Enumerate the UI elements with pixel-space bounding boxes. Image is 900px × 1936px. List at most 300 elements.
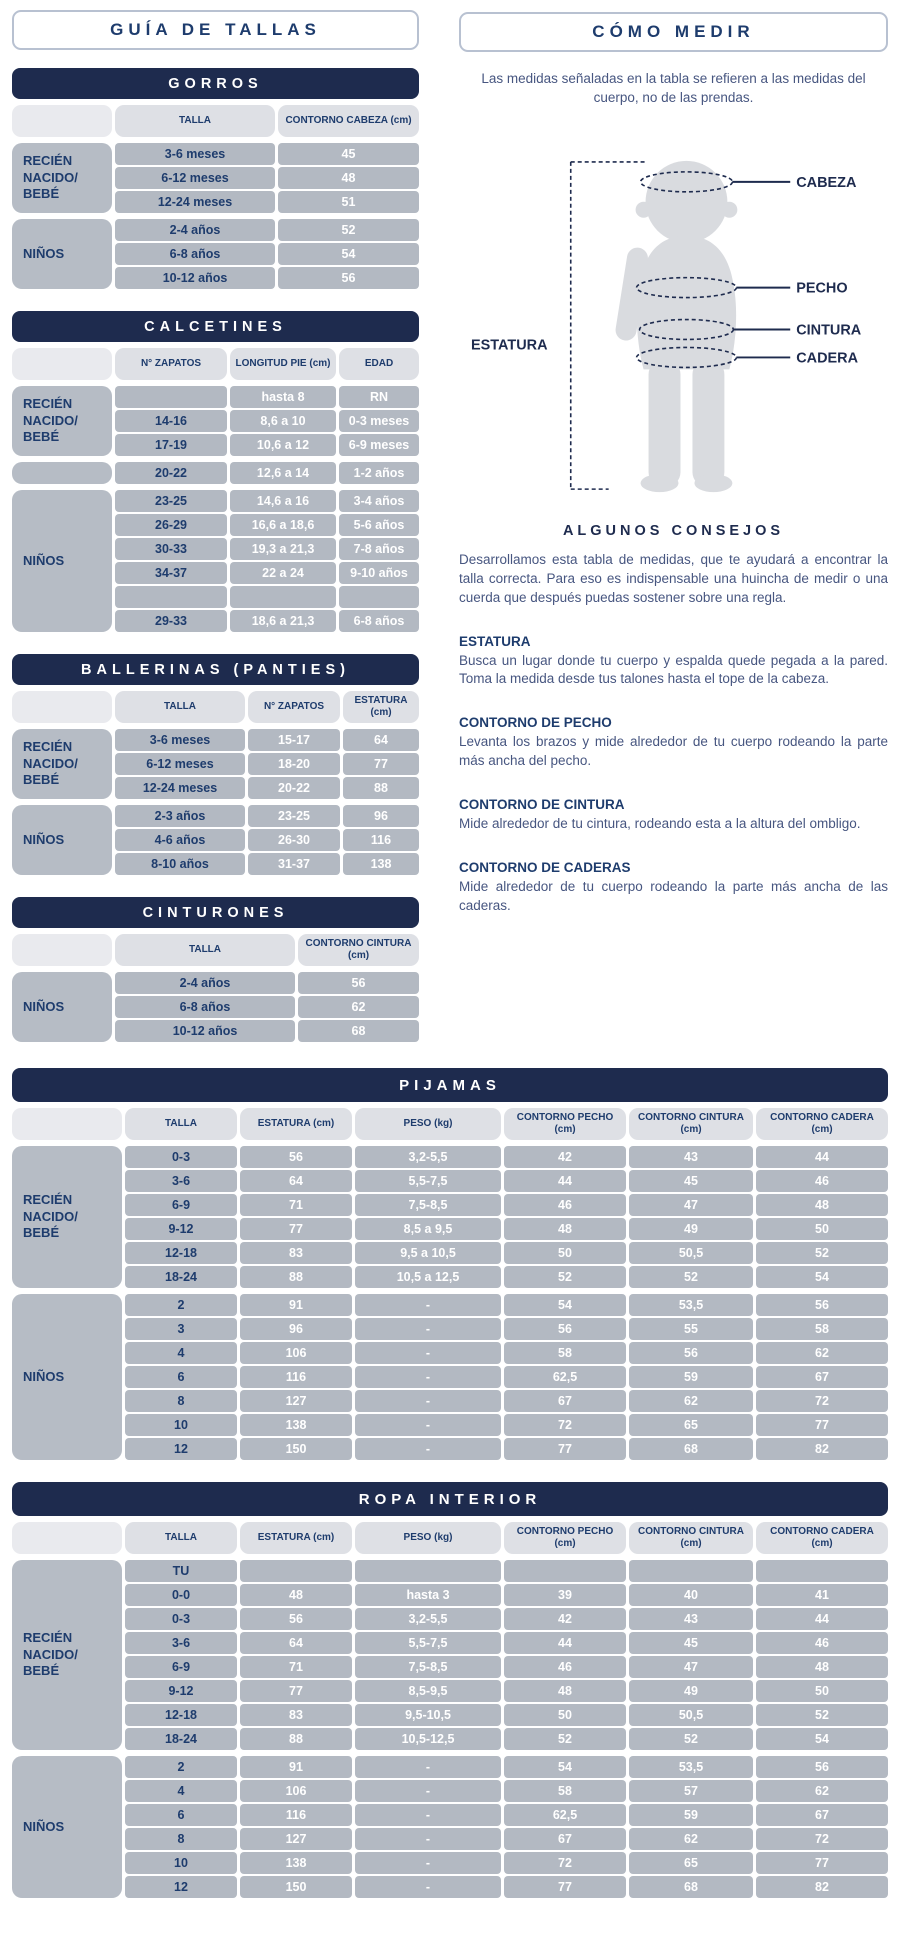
- table-cell: 8-10 años: [115, 853, 245, 875]
- table-cell: 5-6 años: [339, 514, 419, 536]
- table-cell: 96: [240, 1318, 352, 1340]
- tip-estatura: [459, 634, 888, 690]
- table-cell: 23-25: [115, 490, 227, 512]
- table-cell: 50: [504, 1242, 626, 1264]
- calcetines-section: [12, 311, 419, 632]
- table-cell: 77: [504, 1438, 626, 1460]
- table-cell: 3: [125, 1318, 237, 1340]
- table-cell: 9-12: [125, 1680, 237, 1702]
- table-cell: 77: [240, 1218, 352, 1240]
- table-cell: 12-24 meses: [115, 777, 245, 799]
- table-cell: 34-37: [115, 562, 227, 584]
- table-cell: 2-3 años: [115, 805, 245, 827]
- table-cell: 127: [240, 1828, 352, 1850]
- table-cell: 62: [298, 996, 419, 1018]
- table-cell: 43: [629, 1608, 753, 1630]
- table-cell: -: [355, 1804, 501, 1826]
- table-cell: 52: [629, 1266, 753, 1288]
- table-cell: 10,6 a 12: [230, 434, 336, 456]
- table-cell: [629, 1560, 753, 1582]
- table-cell: 0-3: [125, 1608, 237, 1630]
- tip-text: Mide alrededor de tu cintura, rodeando esta a la altura del ombligo.: [459, 816, 861, 832]
- table-cell: 22 a 24: [230, 562, 336, 584]
- table-cell: 3,2-5,5: [355, 1146, 501, 1168]
- column-header: EDAD: [339, 348, 419, 380]
- table-cell: -: [355, 1852, 501, 1874]
- table-cell: 65: [629, 1852, 753, 1874]
- table-cell: [339, 586, 419, 608]
- row-group-label: RECIÉN NACIDO/ BEBÉ: [12, 143, 112, 213]
- table-cell: 58: [756, 1318, 888, 1340]
- tip-text: Busca un lugar donde tu cuerpo y espalda quede pegada a la pared. Toma la medida desde tus talones hasta el tope de la cabeza.: [459, 652, 888, 687]
- tip-text: Mide alrededor de tu cuerpo rodeando la parte más ancha de las caderas.: [459, 878, 888, 913]
- table-cell: 59: [629, 1366, 753, 1388]
- table-cell: 72: [504, 1852, 626, 1874]
- table-cell: 9,5 a 10,5: [355, 1242, 501, 1264]
- table-cell: 138: [240, 1852, 352, 1874]
- table-cell: 26-30: [248, 829, 340, 851]
- table-cell: 56: [298, 972, 419, 994]
- table-cell: 6-8 años: [115, 243, 275, 265]
- row-group-label: NIÑOS: [12, 805, 112, 875]
- table-cell: 77: [504, 1876, 626, 1898]
- column-header: CONTORNO CADERA (cm): [756, 1108, 888, 1140]
- table-cell: 53,5: [629, 1756, 753, 1778]
- table-cell: 47: [629, 1656, 753, 1678]
- table-cell: 4: [125, 1342, 237, 1364]
- table-cell: 9-12: [125, 1218, 237, 1240]
- table-cell: 54: [504, 1756, 626, 1778]
- table-cell: 62: [756, 1342, 888, 1364]
- table-cell: -: [355, 1390, 501, 1412]
- table-cell: 0-3: [125, 1146, 237, 1168]
- table-cell: 41: [756, 1584, 888, 1606]
- table-cell: 68: [629, 1876, 753, 1898]
- table-cell: 50,5: [629, 1242, 753, 1264]
- table-cell: 48: [504, 1218, 626, 1240]
- cintura-label: CINTURA: [796, 322, 862, 339]
- table-cell: 3-6 meses: [115, 729, 245, 751]
- table-cell: 150: [240, 1876, 352, 1898]
- table-cell: 6: [125, 1366, 237, 1388]
- estatura-label: ESTATURA: [470, 337, 548, 354]
- table-cell: 52: [504, 1728, 626, 1750]
- cadera-label: CADERA: [796, 350, 859, 367]
- table-cell: -: [355, 1438, 501, 1460]
- table-cell: [240, 1560, 352, 1582]
- table-corner: [12, 1522, 122, 1554]
- table-cell: 52: [504, 1266, 626, 1288]
- table-cell: 16,6 a 18,6: [230, 514, 336, 536]
- table-cell: 48: [240, 1584, 352, 1606]
- table-cell: 96: [343, 805, 419, 827]
- table-cell: 4: [125, 1780, 237, 1802]
- table-cell: 91: [240, 1756, 352, 1778]
- table-cell: -: [355, 1414, 501, 1436]
- table-cell: 88: [240, 1266, 352, 1288]
- table-cell: 8: [125, 1828, 237, 1850]
- pijamas-section: [12, 1068, 888, 1460]
- table-cell: 50,5: [629, 1704, 753, 1726]
- table-cell: 49: [629, 1218, 753, 1240]
- column-header: TALLA: [125, 1108, 237, 1140]
- table-cell: 6-9: [125, 1194, 237, 1216]
- calcetines-table: [12, 348, 419, 632]
- consejos-title: ALGUNOS CONSEJOS: [562, 522, 785, 539]
- table-cell: 6-8 años: [115, 996, 295, 1018]
- table-cell: 77: [756, 1414, 888, 1436]
- table-cell: 12-18: [125, 1704, 237, 1726]
- table-cell: 23-25: [248, 805, 340, 827]
- row-group-label: [12, 462, 112, 484]
- table-cell: 106: [240, 1342, 352, 1364]
- table-cell: 67: [756, 1804, 888, 1826]
- ropa-interior-title-bar: ROPA INTERIOR: [12, 1482, 888, 1516]
- table-cell: 46: [756, 1170, 888, 1192]
- table-cell: 6-9 meses: [339, 434, 419, 456]
- table-cell: 56: [240, 1608, 352, 1630]
- row-group-label: NIÑOS: [12, 972, 112, 1042]
- table-cell: 44: [756, 1608, 888, 1630]
- row-group-label: RECIÉN NACIDO/ BEBÉ: [12, 386, 112, 456]
- cabeza-label: CABEZA: [796, 174, 857, 191]
- table-cell: 44: [504, 1632, 626, 1654]
- table-cell: 12: [125, 1438, 237, 1460]
- row-group-label: NIÑOS: [12, 1756, 122, 1898]
- row-group-label: NIÑOS: [12, 219, 112, 289]
- table-cell: 67: [504, 1828, 626, 1850]
- gorros-title-bar: GORROS: [12, 68, 419, 99]
- table-cell: 14,6 a 16: [230, 490, 336, 512]
- table-cell: 64: [343, 729, 419, 751]
- table-cell: 3-6: [125, 1170, 237, 1192]
- table-cell: 3,2-5,5: [355, 1608, 501, 1630]
- column-header: PESO (kg): [355, 1522, 501, 1554]
- row-group-label: NIÑOS: [12, 1294, 122, 1460]
- column-header: ESTATURA (cm): [240, 1108, 352, 1140]
- table-cell: -: [355, 1366, 501, 1388]
- table-cell: 52: [756, 1242, 888, 1264]
- table-cell: 116: [240, 1366, 352, 1388]
- calcetines-title-bar: CALCETINES: [12, 311, 419, 342]
- table-cell: -: [355, 1780, 501, 1802]
- column-header: ESTATURA (cm): [343, 691, 419, 723]
- tip-text: Levanta los brazos y mide alrededor de tu cuerpo rodeando la parte más ancha del pecho.: [459, 734, 888, 769]
- table-cell: 7,5-8,5: [355, 1656, 501, 1678]
- table-cell: 10: [125, 1414, 237, 1436]
- table-corner: [12, 348, 112, 380]
- table-cell: 58: [504, 1342, 626, 1364]
- table-cell: 42: [504, 1608, 626, 1630]
- table-cell: -: [355, 1318, 501, 1340]
- table-cell: 48: [278, 167, 419, 189]
- table-cell: 31-37: [248, 853, 340, 875]
- table-cell: 48: [504, 1680, 626, 1702]
- table-cell: -: [355, 1756, 501, 1778]
- table-cell: 77: [343, 753, 419, 775]
- row-group-label: RECIÉN NACIDO/ BEBÉ: [12, 1560, 122, 1750]
- pijamas-title-bar: PIJAMAS: [12, 1068, 888, 1102]
- table-cell: 12-18: [125, 1242, 237, 1264]
- table-cell: 2: [125, 1294, 237, 1316]
- column-header: CONTORNO CABEZA (cm): [278, 105, 419, 137]
- table-corner: [12, 934, 112, 966]
- table-cell: 18-20: [248, 753, 340, 775]
- table-cell: 68: [298, 1020, 419, 1042]
- table-cell: 71: [240, 1656, 352, 1678]
- table-cell: 9,5-10,5: [355, 1704, 501, 1726]
- label-connector-lines: [732, 182, 790, 358]
- tip-title: CONTORNO DE CADERAS: [459, 859, 631, 875]
- table-cell: 127: [240, 1390, 352, 1412]
- table-cell: 10-12 años: [115, 267, 275, 289]
- tip-title: CONTORNO DE PECHO: [459, 715, 612, 731]
- tip-contorno-cintura: [459, 797, 888, 834]
- top-section: [12, 10, 888, 1064]
- table-cell: -: [355, 1828, 501, 1850]
- table-cell: [115, 386, 227, 408]
- row-group-label: RECIÉN NACIDO/ BEBÉ: [12, 1146, 122, 1288]
- table-cell: 20-22: [248, 777, 340, 799]
- table-cell: [504, 1560, 626, 1582]
- table-cell: 46: [504, 1194, 626, 1216]
- column-header: N° ZAPATOS: [115, 348, 227, 380]
- table-cell: 72: [756, 1828, 888, 1850]
- table-cell: 51: [278, 191, 419, 213]
- table-cell: 7-8 años: [339, 538, 419, 560]
- table-cell: 57: [629, 1780, 753, 1802]
- table-cell: 10-12 años: [115, 1020, 295, 1042]
- table-cell: 12-24 meses: [115, 191, 275, 213]
- table-cell: 62: [629, 1828, 753, 1850]
- table-cell: 72: [756, 1390, 888, 1412]
- table-cell: 53,5: [629, 1294, 753, 1316]
- table-cell: 44: [756, 1146, 888, 1168]
- column-header: TALLA: [115, 934, 295, 966]
- table-cell: 54: [504, 1294, 626, 1316]
- table-cell: 0-3 meses: [339, 410, 419, 432]
- column-header: CONTORNO CINTURA (cm): [629, 1108, 753, 1140]
- table-cell: 64: [240, 1170, 352, 1192]
- table-cell: hasta 8: [230, 386, 336, 408]
- table-cell: 56: [756, 1756, 888, 1778]
- size-guide-title: GUÍA DE TALLAS: [12, 10, 419, 50]
- table-cell: 54: [278, 243, 419, 265]
- table-cell: 116: [343, 829, 419, 851]
- table-cell: 14-16: [115, 410, 227, 432]
- table-cell: [355, 1560, 501, 1582]
- table-cell: 1-2 años: [339, 462, 419, 484]
- table-corner: [12, 105, 112, 137]
- table-cell: 45: [629, 1170, 753, 1192]
- table-cell: 83: [240, 1242, 352, 1264]
- table-cell: 6-12 meses: [115, 167, 275, 189]
- como-medir-column: [459, 10, 888, 1064]
- table-cell: 15-17: [248, 729, 340, 751]
- table-cell: 46: [504, 1656, 626, 1678]
- table-cell: 18-24: [125, 1728, 237, 1750]
- tip-title: ESTATURA: [459, 633, 531, 649]
- tip-contorno-pecho: [459, 715, 888, 771]
- table-cell: 29-33: [115, 610, 227, 632]
- ballerinas-table: [12, 691, 419, 875]
- column-header: LONGITUD PIE (cm): [230, 348, 336, 380]
- table-cell: 19,3 a 21,3: [230, 538, 336, 560]
- table-cell: 82: [756, 1876, 888, 1898]
- table-cell: 12: [125, 1876, 237, 1898]
- column-header: N° ZAPATOS: [248, 691, 340, 723]
- table-cell: 77: [240, 1680, 352, 1702]
- table-cell: 10,5 a 12,5: [355, 1266, 501, 1288]
- table-cell: 8,6 a 10: [230, 410, 336, 432]
- table-cell: [115, 586, 227, 608]
- table-cell: 0-0: [125, 1584, 237, 1606]
- table-cell: 150: [240, 1438, 352, 1460]
- column-header: CONTORNO PECHO (cm): [504, 1522, 626, 1554]
- pecho-label: PECHO: [796, 280, 848, 297]
- table-cell: 56: [240, 1146, 352, 1168]
- table-cell: [756, 1560, 888, 1582]
- table-cell: 88: [343, 777, 419, 799]
- table-cell: 43: [629, 1146, 753, 1168]
- table-cell: 6-9: [125, 1656, 237, 1678]
- table-cell: 4-6 años: [115, 829, 245, 851]
- table-cell: 138: [240, 1414, 352, 1436]
- column-header: TALLA: [115, 691, 245, 723]
- column-header: CONTORNO PECHO (cm): [504, 1108, 626, 1140]
- table-cell: 50: [756, 1680, 888, 1702]
- table-cell: 5,5-7,5: [355, 1632, 501, 1654]
- table-cell: 12,6 a 14: [230, 462, 336, 484]
- table-cell: 40: [629, 1584, 753, 1606]
- table-cell: TU: [125, 1560, 237, 1582]
- table-cell: 18-24: [125, 1266, 237, 1288]
- table-cell: 45: [629, 1632, 753, 1654]
- table-cell: 65: [629, 1414, 753, 1436]
- consejos-text: Desarrollamos esta tabla de medidas, que te ayudará a encontrar la talla correcta. Para eso es indispensable una huincha de medir o una cuerda que después puedas sostener sobre una regla.: [459, 551, 888, 605]
- table-cell: 52: [756, 1704, 888, 1726]
- column-header: ESTATURA (cm): [240, 1522, 352, 1554]
- como-medir-intro: Las medidas señaladas en la tabla se refieren a las medidas del cuerpo, no de las prendas.: [481, 71, 866, 105]
- table-cell: 72: [504, 1414, 626, 1436]
- table-cell: 77: [756, 1852, 888, 1874]
- table-cell: 62: [756, 1780, 888, 1802]
- table-cell: 3-4 años: [339, 490, 419, 512]
- como-medir-title: CÓMO MEDIR: [459, 12, 888, 52]
- gorros-table: [12, 105, 419, 289]
- table-cell: 2: [125, 1756, 237, 1778]
- table-cell: 9-10 años: [339, 562, 419, 584]
- table-cell: 17-19: [115, 434, 227, 456]
- table-cell: 10: [125, 1852, 237, 1874]
- table-cell: 42: [504, 1146, 626, 1168]
- column-header: TALLA: [125, 1522, 237, 1554]
- table-cell: 56: [504, 1318, 626, 1340]
- table-cell: 48: [756, 1656, 888, 1678]
- table-cell: 2-4 años: [115, 219, 275, 241]
- table-cell: 58: [504, 1780, 626, 1802]
- cinturones-section: [12, 897, 419, 1042]
- table-cell: 64: [240, 1632, 352, 1654]
- row-group-label: RECIÉN NACIDO/ BEBÉ: [12, 729, 112, 799]
- tip-title: CONTORNO DE CINTURA: [459, 797, 625, 813]
- size-tables-column: [12, 10, 419, 1064]
- table-cell: -: [355, 1342, 501, 1364]
- table-cell: 56: [756, 1294, 888, 1316]
- table-cell: 91: [240, 1294, 352, 1316]
- table-cell: 138: [343, 853, 419, 875]
- table-cell: 47: [629, 1194, 753, 1216]
- table-cell: 52: [629, 1728, 753, 1750]
- table-cell: 30-33: [115, 538, 227, 560]
- table-cell: 55: [629, 1318, 753, 1340]
- table-cell: 67: [504, 1390, 626, 1412]
- table-cell: 10,5-12,5: [355, 1728, 501, 1750]
- table-cell: 8: [125, 1390, 237, 1412]
- table-cell: 88: [240, 1728, 352, 1750]
- table-cell: 5,5-7,5: [355, 1170, 501, 1192]
- table-cell: 52: [278, 219, 419, 241]
- tip-contorno-caderas: [459, 860, 888, 916]
- cinturones-title-bar: CINTURONES: [12, 897, 419, 928]
- table-cell: 45: [278, 143, 419, 165]
- table-cell: 62,5: [504, 1366, 626, 1388]
- column-header: CONTORNO CADERA (cm): [756, 1522, 888, 1554]
- table-cell: 67: [756, 1366, 888, 1388]
- ballerinas-title-bar: BALLERINAS (PANTIES): [12, 654, 419, 685]
- table-cell: 6-12 meses: [115, 753, 245, 775]
- table-cell: 62,5: [504, 1804, 626, 1826]
- table-cell: 6: [125, 1804, 237, 1826]
- table-cell: 56: [278, 267, 419, 289]
- table-cell: 8,5-9,5: [355, 1680, 501, 1702]
- column-header: PESO (kg): [355, 1108, 501, 1140]
- table-cell: RN: [339, 386, 419, 408]
- table-cell: 50: [504, 1704, 626, 1726]
- table-cell: 26-29: [115, 514, 227, 536]
- table-cell: 54: [756, 1266, 888, 1288]
- table-cell: 49: [629, 1680, 753, 1702]
- table-cell: 82: [756, 1438, 888, 1460]
- table-cell: 18,6 a 21,3: [230, 610, 336, 632]
- child-silhouette: [614, 161, 737, 492]
- table-cell: 3-6: [125, 1632, 237, 1654]
- pijamas-table: [12, 1108, 888, 1460]
- table-corner: [12, 691, 112, 723]
- table-cell: 48: [756, 1194, 888, 1216]
- table-cell: 83: [240, 1704, 352, 1726]
- table-cell: 116: [240, 1804, 352, 1826]
- table-cell: hasta 3: [355, 1584, 501, 1606]
- table-cell: 8,5 a 9,5: [355, 1218, 501, 1240]
- table-cell: -: [355, 1294, 501, 1316]
- table-cell: 54: [756, 1728, 888, 1750]
- table-cell: 39: [504, 1584, 626, 1606]
- table-cell: 3-6 meses: [115, 143, 275, 165]
- table-cell: 68: [629, 1438, 753, 1460]
- table-cell: 6-8 años: [339, 610, 419, 632]
- table-cell: [230, 586, 336, 608]
- body-measurement-diagram: [459, 118, 888, 517]
- column-header: TALLA: [115, 105, 275, 137]
- ballerinas-section: [12, 654, 419, 875]
- table-cell: 59: [629, 1804, 753, 1826]
- cinturones-table: [12, 934, 419, 1042]
- ropa-interior-table: [12, 1522, 888, 1898]
- column-header: CONTORNO CINTURA (cm): [629, 1522, 753, 1554]
- gorros-section: [12, 68, 419, 289]
- table-cell: 46: [756, 1632, 888, 1654]
